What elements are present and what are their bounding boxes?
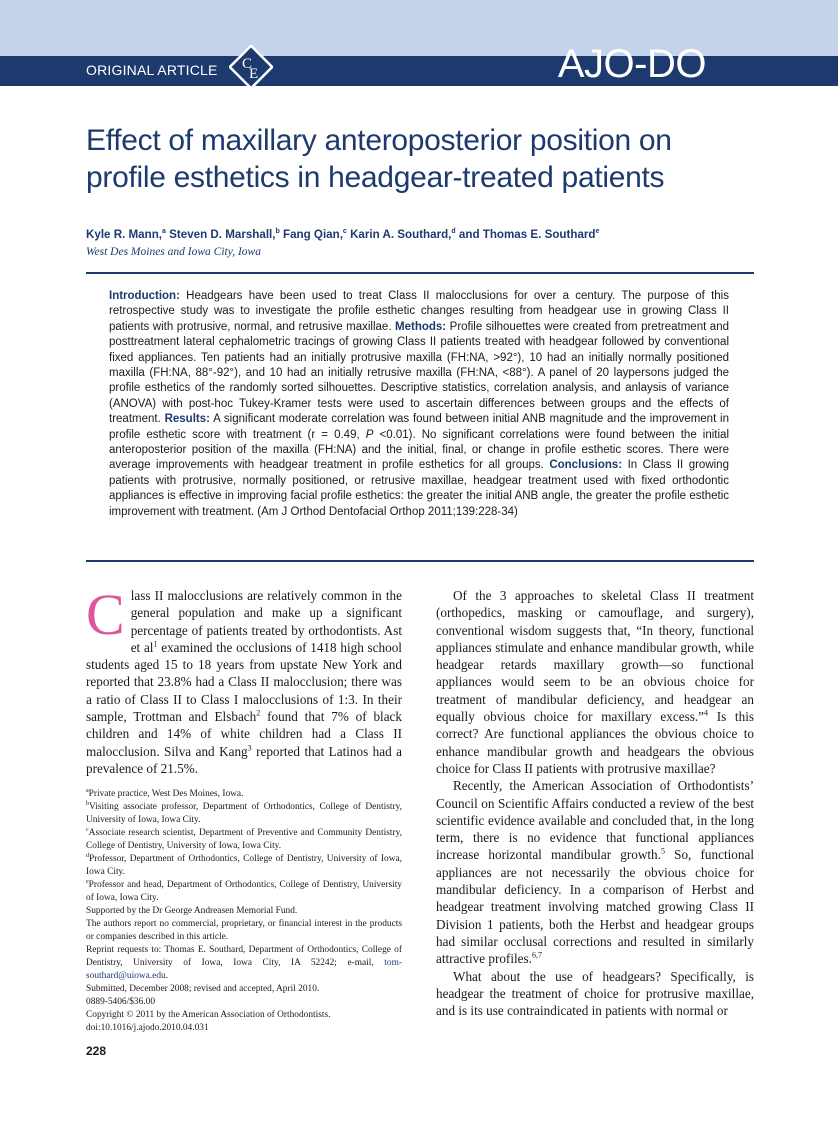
author-sup: d: [451, 228, 456, 236]
page-number: 228: [86, 1044, 107, 1058]
copyright-note: Copyright © 2011 by the American Association of Orthodontists.: [86, 1010, 331, 1020]
submission-note: Submitted, December 2008; revised and accepted, April 2010.: [86, 984, 320, 994]
footnote-text: Professor and head, Department of Orthodontics, College of Dentistry, University of Iowa, Iowa City.: [86, 880, 402, 903]
ce-badge-letter-e: E: [249, 66, 259, 82]
author-name: and Thomas E. Southard: [458, 228, 596, 241]
body-text: reported that Latinos had a prevalence of 21.5%.: [86, 743, 402, 776]
reprint-text: Reprint requests to: Thomas E. Southard, Department of Orthodontics, College of Dentistry, University of Iowa, Iowa City, IA 52242; e-mail,: [86, 945, 402, 968]
footnotes: [86, 788, 402, 1035]
abstract-conclusions-head: Conclusions:: [549, 459, 623, 472]
body-column-left: [86, 582, 403, 777]
abstract-results-head: Results:: [164, 413, 210, 426]
article-title: [86, 122, 766, 196]
email-link[interactable]: tom-southard@uiowa.edu: [86, 958, 402, 981]
divider-top: [86, 272, 754, 274]
footnote: [86, 853, 402, 879]
citation: 3: [247, 743, 252, 753]
footnote: [86, 788, 402, 801]
abstract-p-symbol: P: [365, 428, 374, 441]
footnote-text: Visiting associate professor, Department of Orthodontics, College of Dentistry, University of Iowa, Iowa City.: [86, 802, 402, 825]
footnote: [86, 827, 402, 853]
footnote-marker: c: [86, 826, 89, 833]
citation: 4: [704, 708, 708, 718]
funding-note: Supported by the Dr George Andreasen Memorial Fund.: [86, 906, 298, 916]
journal-logo: AJO-DO: [557, 42, 706, 86]
abstract-results-text-cont: <0.01). No significant correlations were found between the initial anteroposterior position of the maxilla (FH:NA) and the initial, final, or change in profile esthetic scores. There were average improvements with headgear treatment in profile esthetics for all groups.: [109, 428, 730, 472]
abstract-intro-text: Headgears have been used to treat Class II malocclusions for over a century. The purpose of this retrospective study was to investigate the profile esthetic changes resulting from headgear use in growing Class II patients with protrusive, normal, and retrusive maxillae.: [109, 290, 729, 333]
footnote: [86, 801, 402, 827]
body-paragraph: What about the use of headgears? Specifically, is headgear the treatment of choice for protrusive maxillae, and is its use contraindicated in patients with normal or: [436, 968, 754, 1019]
body-text: So, functional appliances are not necessarily the obvious choice for mandibular deficiency. In a comparison of Herbst and headgear treatment involving matched growing Class II Division 1 patients, both the Herbst and headgear groups had similar occlusal corrections and resulted in similarly attractive profiles.: [436, 847, 754, 967]
footnote-marker: e: [86, 878, 89, 885]
body-text: Recently, the American Association of Orthodontists’ Council on Scientific Affairs conducted a review of the best scientific evidence available and concluded that, in the long term, there is no evidence that functional appliances increase horizontal mandibular growth.: [436, 778, 754, 863]
abstract-conclusions-text: In Class II growing patients with protrusive, normally positioned, or retrusive maxillae, headgear treatment used with fixed orthodontic appliances is effective in improving facial profile esthetics: the greater the initial ANB angle, the greater the profile esthetic improvement with treatment. (Am J Orthod Dentofacial Orthop 2011;139:228-34): [109, 459, 729, 518]
body-paragraph: [86, 582, 403, 777]
footnote-text: Private practice, West Des Moines, Iowa.: [88, 789, 244, 799]
drop-cap: C: [86, 582, 125, 647]
body-text: lass II malocclusions are relatively common in the general population and make up a significant percentage of patients treated by orthodontists. Ast et al: [130, 588, 402, 655]
footnote-marker: a: [86, 787, 89, 794]
divider-bottom: [86, 560, 754, 562]
author-name: Kyle R. Mann,: [86, 228, 163, 241]
body-column-right: [436, 587, 754, 1019]
abstract-results-text: A significant moderate correlation was found between initial ANB magnitude and the improvement in profile esthetic score with treatment (r = 0.49,: [109, 413, 729, 441]
header-band: [0, 0, 838, 56]
abstract-methods-text: Profile silhouettes were created from pretreatment and posttreatment lateral cephalometric tracings of growing Class II patients treated with headgear followed by conventional fixed appliances. Ten patients had an initially protrusive maxilla (FH:NA, >92°), 10 had an initially normally positioned maxilla (FH:NA, 88°-92°), and 10 had an initially retrusive maxilla (FH:NA, <88°). A panel of 20 laypersons judged the profile esthetics of the randomly sorted silhouettes. Descriptive statistics, correlation analysis, and anlaysis of variance (ANOVA) with post-hoc Tukey-Kramer tests were used to ascertain differences between groups and the effects of treatment.: [109, 320, 729, 426]
article-type-label: ORIGINAL ARTICLE: [86, 62, 218, 78]
affiliation: West Des Moines and Iowa City, Iowa: [86, 246, 261, 258]
author-name: Karin A. Southard,: [350, 228, 452, 241]
citation: 1: [153, 639, 158, 649]
ce-badge-letter-c: C: [242, 56, 253, 72]
body-text: Is this correct? Are functional appliances the obvious choice to enhance mandibular growth and headgears the obvious choice for Class II patients with protrusive maxillae?: [436, 709, 754, 776]
disclosure-note: The authors report no commercial, proprietary, or financial interest in the products or companies described in this article.: [86, 919, 402, 942]
abstract: [109, 289, 729, 520]
price-note: 0889-5406/$36.00: [86, 997, 156, 1007]
citation: 5: [660, 847, 665, 857]
footnote-marker: b: [86, 800, 89, 807]
doi-note: doi:10.1016/j.ajodo.2010.04.031: [86, 1023, 209, 1033]
body-paragraph: [436, 777, 754, 967]
title-line-2: profile esthetics in headgear-treated patients: [86, 161, 665, 194]
author-sup: e: [595, 228, 600, 236]
reprint-end: .: [165, 971, 169, 981]
ce-badge-icon: [229, 45, 273, 89]
abstract-methods-head: Methods:: [395, 320, 447, 333]
footnote: [86, 879, 402, 905]
body-text: examined the occlusions of 1418 high school students aged 15 to 18 years from upstate New York and reported that 23.8% had a Class II malocclusion; there was a ratio of Class II to Class I malocclusions of 1:3. In their sample, Trottman and Elsbach: [86, 639, 402, 725]
author-name: Fang Qian,: [283, 228, 343, 241]
footnote-marker: d: [86, 852, 89, 859]
author-sup: b: [275, 228, 280, 236]
author-sup: a: [162, 228, 166, 236]
reprint-note: [86, 944, 402, 983]
author-sup: c: [342, 228, 347, 236]
footnote-text: Professor, Department of Orthodontics, College of Dentistry, University of Iowa, Iowa City.: [86, 854, 402, 877]
author-list: [86, 228, 766, 241]
body-paragraph: [436, 587, 754, 777]
abstract-intro-head: Introduction:: [109, 290, 180, 302]
body-text: Of the 3 approaches to skeletal Class II treatment (orthopedics, masking or camouflage, and surgery), conventional wisdom suggests that, “In theory, functional appliances stimulate and enhance mandibular growth, while headgear retards maxillary growth—so functional appliances would seem to be an obvious choice for treatment of mandibular deficiency, and headgear an equally obvious choice for maxillary excess.”: [436, 588, 754, 725]
title-line-1: Effect of maxillary anteroposterior position on: [86, 124, 672, 157]
footnote-text: Associate research scientist, Department of Preventive and Community Dentistry, College of Dentistry, University of Iowa, Iowa City.: [86, 828, 402, 851]
author-name: Steven D. Marshall,: [169, 228, 276, 241]
body-text: found that 7% of black children and 14% of white children had a Class II malocclusion. Silva and Kang: [86, 709, 403, 759]
citation: 6,7: [531, 950, 542, 960]
citation: 2: [256, 708, 261, 718]
